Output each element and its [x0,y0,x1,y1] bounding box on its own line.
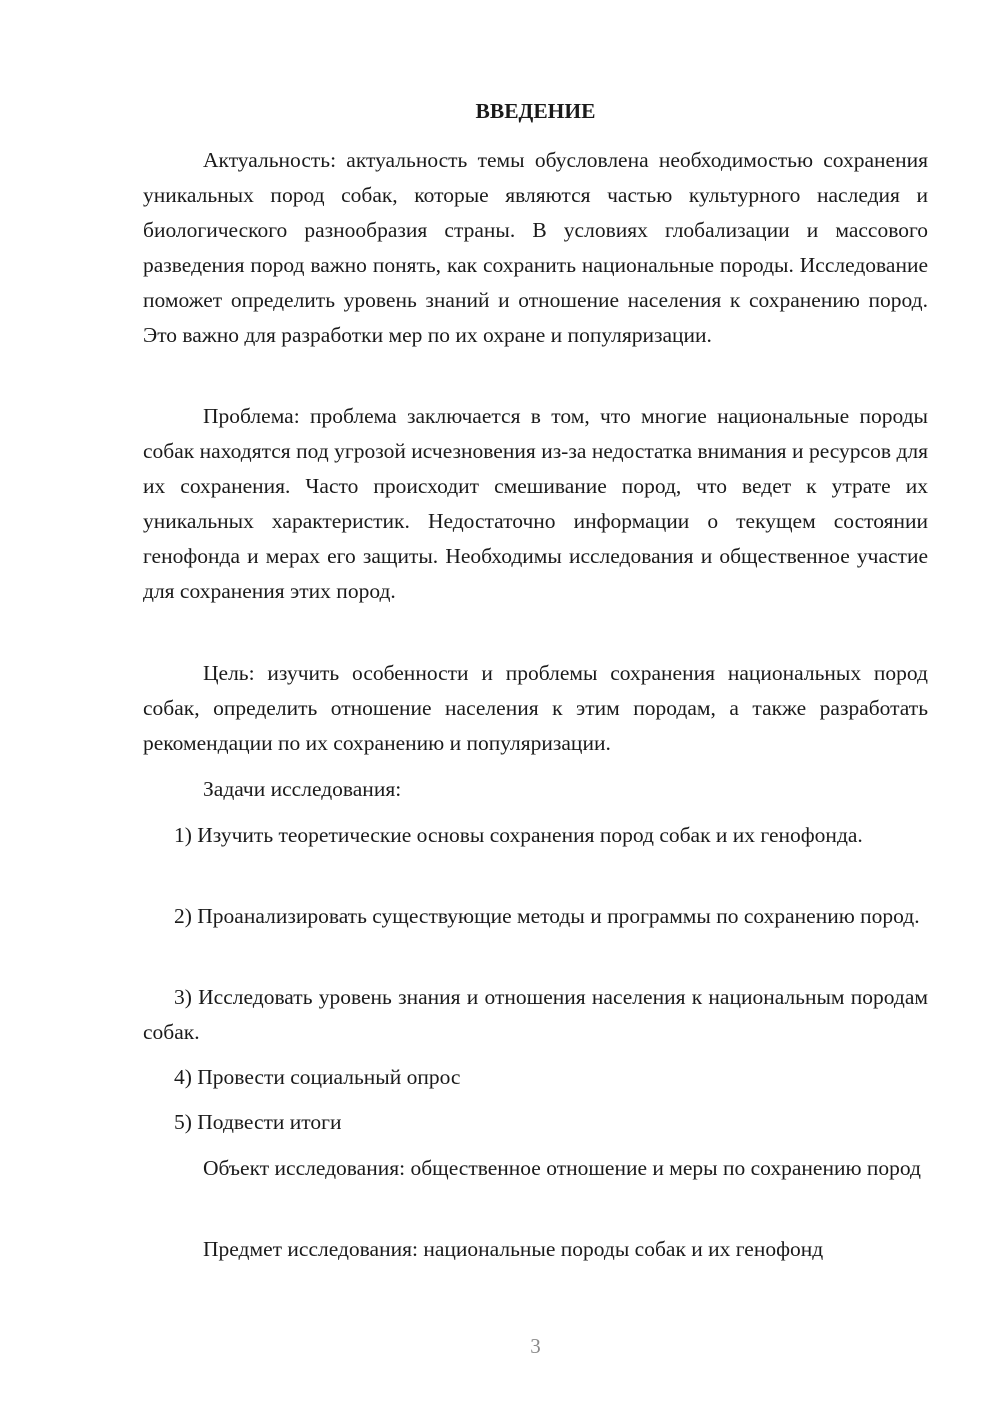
page-number: 3 [530,1334,541,1358]
paragraph-subject: Предмет исследования: национальные породы собак и их генофонд [203,1237,824,1261]
paragraph-problem: Проблема: проблема заключается в том, что многие национальные породы собак находятся под угрозой исчезновения из-за недостатка внимания и ресурсов для их сохранения. Часто происходит смешивание пород, что ведет к утрате их уникальных характеристик. Недостаточно информации о текущем состоянии генофонда и мерах его защиты. Необходимы исследования и общественное участие для сохранения этих пород. [143,404,928,603]
document-page [143,0,928,1414]
paragraph-object: Объект исследования: общественное отношение и меры по сохранению пород [203,1156,921,1180]
paragraph-goal: Цель: изучить особенности и проблемы сохранения национальных пород собак, определить отношение населения к этим породам, а также разработать рекомендации по их сохранению и популяризации. [143,661,928,755]
task-item: 4) Провести социальный опрос [174,1065,461,1089]
task-item: 5) Подвести итоги [174,1110,342,1134]
task-item: 3) Исследовать уровень знания и отношения населения к национальным породам собак. [143,985,928,1044]
task-item: 2) Проанализировать существующие методы и программы по сохранению пород. [174,904,920,928]
task-item: 1) Изучить теоретические основы сохранения пород собак и их генофонда. [174,823,863,847]
paragraph-relevance: Актуальность: актуальность темы обусловлена необходимостью сохранения уникальных пород собак, которые являются частью культурного наследия и биологического разнообразия страны. В условиях глобализации и массового разведения пород важно понять, как сохранить национальные породы. Исследование поможет определить уровень знаний и отношение населения к сохранению пород. Это важно для разработки мер по их охране и популяризации. [143,148,928,347]
tasks-heading: Задачи исследования: [203,777,402,801]
page-title: ВВЕДЕНИЕ [475,99,596,123]
